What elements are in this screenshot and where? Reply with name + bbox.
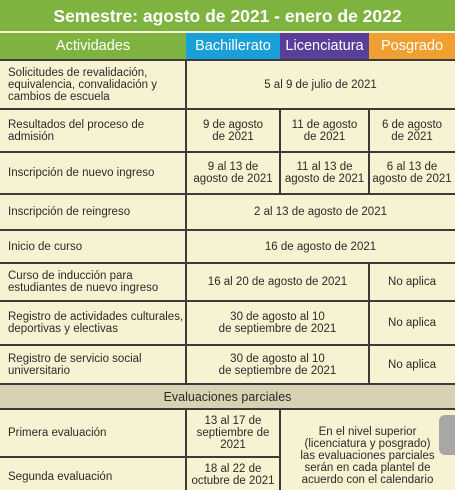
grid-line [0, 151, 455, 153]
evaluations-note: En el nivel superior (licenciatura y posgrado) las evaluaciones parciales serán en cada plantel de acuerdo con el calendario [300, 426, 435, 486]
date-inicio-curso: 16 de agosto de 2021 [264, 240, 377, 253]
date-inscripcion-bachillerato: 9 al 13 de agosto de 2021 [193, 161, 273, 185]
activity-curso-induccion: Curso de inducción para estudiantes de nuevo ingreso [8, 270, 159, 294]
header-actividades: Actividades [0, 33, 186, 59]
grid-line [0, 300, 455, 302]
date-reingreso: 2 al 13 de agosto de 2021 [253, 206, 387, 218]
grid-line [0, 408, 455, 410]
grid-line [185, 408, 187, 490]
grid-line [279, 408, 281, 490]
grid-line [368, 262, 370, 384]
grid-line [0, 344, 455, 346]
grid-line [0, 59, 455, 61]
activity-revalidacion: Solicitudes de revalidación, equivalencia, convalidación y cambios de escuela [8, 66, 157, 103]
section-evaluaciones-parciales: Evaluaciones parciales [0, 384, 455, 409]
side-tab [439, 415, 455, 455]
date-segunda-evaluacion: 18 al 22 de octubre de 2021 [191, 463, 275, 487]
date-servicio-social: 30 de agosto al 10 de septiembre de 2021 [218, 352, 337, 377]
grid-line [185, 59, 187, 384]
grid-line [0, 229, 455, 231]
grid-line [0, 456, 280, 458]
grid-line [368, 108, 370, 194]
date-resultados-bachillerato: 9 de agosto de 2021 [202, 118, 264, 143]
date-inscripcion-posgrado: 6 al 13 de agosto de 2021 [372, 161, 452, 185]
grid-line [279, 108, 281, 194]
date-resultados-licenciatura: 11 de agosto de 2021 [291, 118, 358, 143]
date-resultados-posgrado: 6 de agosto de 2021 [381, 118, 443, 143]
date-curso-induccion: 16 al 20 de agosto de 2021 [207, 276, 348, 288]
activity-resultados-admision: Resultados del proceso de admisión [8, 118, 145, 143]
activity-primera-evaluacion: Primera evaluación [8, 427, 107, 439]
header-bachillerato: Bachillerato [186, 33, 280, 59]
calendar-title: Semestre: agosto de 2021 - enero de 2022 [0, 0, 455, 31]
date-revalidacion: 5 al 9 de julio de 2021 [264, 78, 377, 91]
grid-line [0, 383, 455, 385]
posgrado-curso-induccion: No aplica [388, 276, 436, 288]
grid-line [0, 193, 455, 195]
activity-inscripcion-nuevo: Inscripción de nuevo ingreso [8, 167, 155, 179]
activity-segunda-evaluacion: Segunda evaluación [8, 471, 113, 483]
posgrado-servicio-social: No aplica [388, 358, 436, 371]
header-posgrado: Posgrado [369, 33, 455, 59]
posgrado-registro-culturales: No aplica [388, 317, 436, 329]
grid-line [0, 108, 455, 110]
header-licenciatura: Licenciatura [280, 33, 369, 59]
date-registro-culturales: 30 de agosto al 10 de septiembre de 2021 [218, 311, 337, 335]
activity-reingreso: Inscripción de reingreso [8, 206, 131, 218]
grid-line [0, 262, 455, 264]
activity-registro-culturales: Registro de actividades culturales, deportivas y electivas [8, 311, 184, 335]
date-primera-evaluacion: 13 al 17 de septiembre de 2021 [196, 415, 270, 451]
activity-servicio-social: Registro de servicio social universitario [8, 352, 142, 377]
date-inscripcion-licenciatura: 11 al 13 de agosto de 2021 [284, 161, 365, 185]
activity-inicio-curso: Inicio de curso [8, 240, 83, 253]
